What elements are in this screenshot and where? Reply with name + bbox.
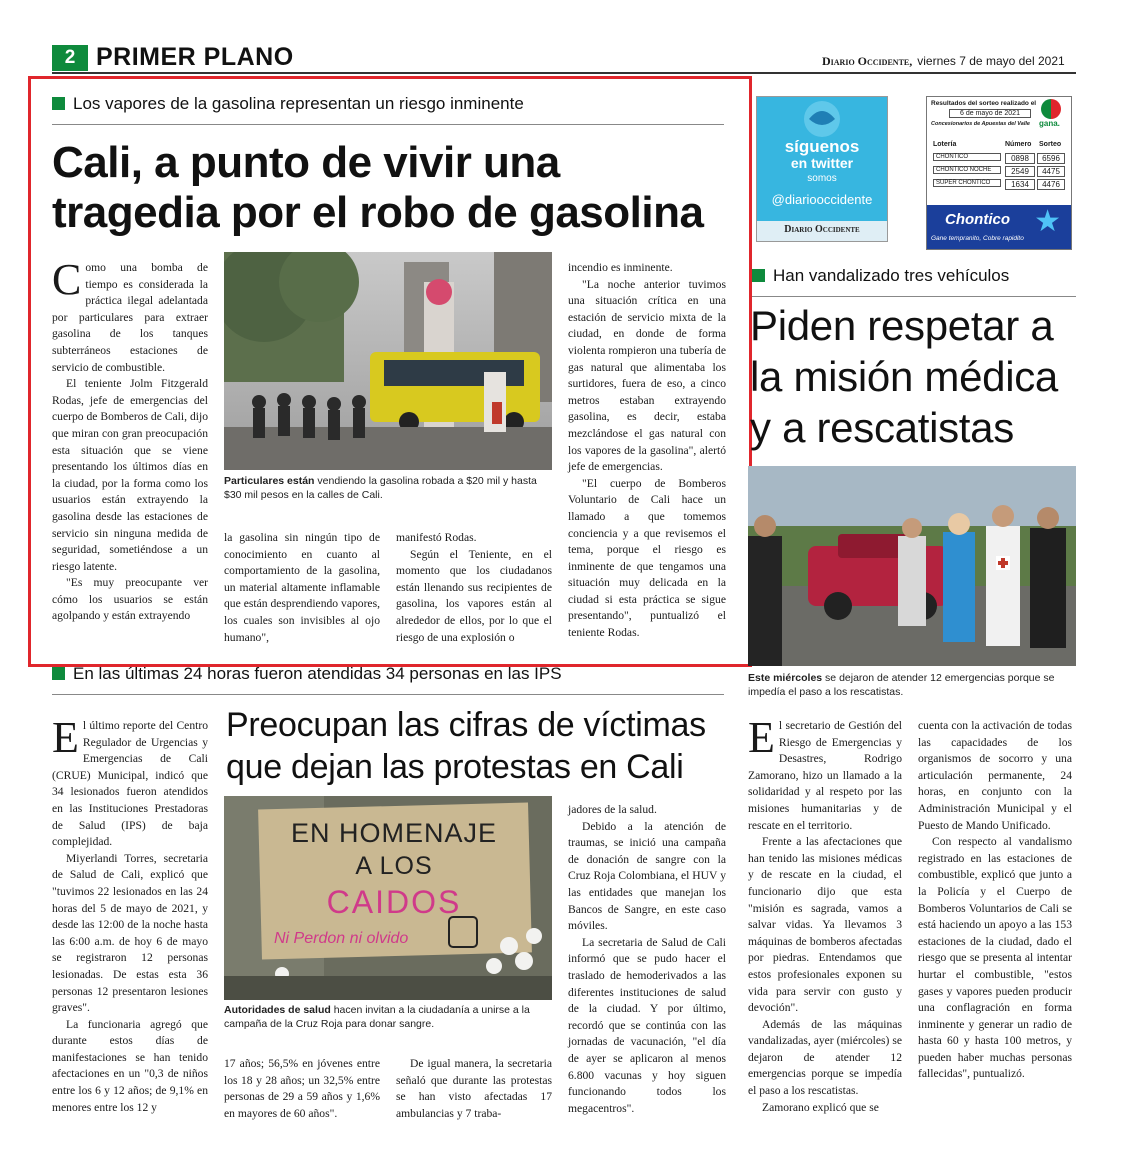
victims-headline-line2: que dejan las protestas en Cali [226, 748, 684, 786]
main-caption-text: vendiendo la gasolina robada a $20 mil y hasta $30 mil pesos en la calles de Cali. [224, 475, 537, 501]
main-col4-para: "El cuerpo de Bomberos Voluntario de Cali hace un llamado a que tomemos conciencia y a que revisemos el tema, porque el riesgo es inminente de que tengamos una situación muy delicada en la ciudad si esta práctica se sigue presentando", puntualizó el teniente Rodas. [568, 476, 726, 640]
victims-col2-para: 17 años; 56,5% en jóvenes entre los 18 y 28 años; un 32,5% entre personas de 29 a 59 años y 1,6% en mayores de 60 años". [224, 1057, 380, 1120]
main-headline-line2: tragedia por el robo de gasolina [52, 188, 704, 237]
medical-kicker [752, 266, 1009, 286]
medical-col1-para: Zamorano explicó que se [762, 1100, 879, 1114]
medical-headline-line3: y a rescatistas [750, 404, 1014, 451]
victims-caption-lead: Autoridades de salud [224, 1004, 331, 1016]
lottery-col-series: Sorteo [1039, 141, 1062, 148]
lottery-date: 6 de mayo de 2021 [949, 109, 1031, 118]
victims-col-4 [568, 802, 726, 1117]
main-col2-para: la gasolina sin ningún tipo de conocimiento en cuanto al comportamiento de la gasolina, un material altamente inflamable que están desprendiendo vapores, los cuales son invisibles al ojo humano", [224, 531, 380, 644]
memorial-sign-photo [224, 796, 552, 1000]
lottery-row-number: 1634 [1005, 179, 1035, 190]
main-col1-para: "Es muy preocupante ver cómo los usuarios se están agolpando y están extrayendo [52, 576, 208, 623]
victims-col1-para: La funcionaria agregó que durante estos días de manifestaciones se han tenido afectaciones en un "0,3 de niños entre los 6 y 12 años; de 9,1% en menores entre los 12 y [52, 1017, 208, 1114]
gana-logo [1035, 99, 1067, 129]
lottery-row-number: 2549 [1005, 166, 1035, 177]
rescuers-illustration [748, 466, 1076, 666]
lottery-header1: Resultados del sorteo realizado el [931, 100, 1037, 107]
medical-col1-para: l secretario de Gestión del Riesgo de Emergencias y Desastres, Rodrigo Zamorano, hizo un llamado a la solidaridad y al respeto por las misiones humanitarias y de rescate en el territorio. [748, 719, 902, 832]
victims-dropcap: E [52, 713, 79, 762]
sign-line2: A LOS [355, 852, 433, 880]
sign-line4: Ni Perdon ni olvido [274, 930, 409, 947]
lottery-row-name: CHONTICO [933, 153, 1001, 161]
medical-col2-para: Con respecto al vandalismo registrado en las estaciones de combustible, explicó que junto a la Policía y el Cuerpo de Bomberos Voluntarios de Cali se está haciendo un apoyo a las 153 estaciones de la ciudad, dado el riesgo que se presenta al intentar hurtar el combustible, "estos gases y vapores pueden producir una conflagración en forma inminente y generar un radio de hasta 60 y hasta 100 metros, y pueden haber muchas personas fallecidas", puntualizó. [918, 835, 1072, 1081]
lottery-box [926, 96, 1072, 250]
lottery-header2: Concesionarios de Apuestas del Valle [931, 121, 1030, 127]
page-number: 2 [64, 47, 76, 68]
lottery-row-number: 0898 [1005, 153, 1035, 164]
victims-col-3 [396, 1056, 552, 1122]
medical-headline [750, 300, 1058, 453]
twitter-line2: en twitter [790, 155, 854, 171]
rescuers-photo [748, 466, 1076, 666]
gana-logo-icon [1041, 99, 1061, 119]
gana-logo-text: gana. [1039, 119, 1060, 128]
main-caption-lead: Particulares están [224, 475, 315, 487]
medical-headline-line2: la misión médica [750, 353, 1058, 400]
victims-col4-para: Debido a la atención de traumas, se inició una campaña de donación de sangre con la Cruz Roja Colombiana, el HUV y las entidades que manejan los Bancos de Sangre, en este caso móviles. [568, 819, 726, 933]
medical-col2-para: cuenta con la activación de todas las capacidades de los organismos de socorro y una articulación permanente, 24 horas, en conjunto con la Administración Municipal y el Puesto de Mando Unificado. [918, 719, 1072, 832]
header-rule [52, 72, 1076, 74]
star-icon: ★ [1034, 205, 1061, 238]
sign-line3: CAIDOS [326, 884, 462, 920]
section-title: PRIMER PLANO [96, 43, 294, 71]
main-col3-para: manifestó Rodas. [396, 531, 477, 544]
lottery-col-lottery: Lotería [933, 141, 957, 148]
chontico-slogan: Gane tempranito, Cobre rapidito [931, 235, 1024, 242]
page-number-box [52, 45, 88, 71]
lottery-row [933, 179, 1067, 190]
lottery-col-number: Número [1005, 141, 1032, 148]
lottery-row-name: SUPER CHONTICO [933, 179, 1001, 187]
paper-name: Diario Occidente, [822, 54, 913, 68]
victims-caption-text: hacen invitan a la ciudadanía a unirse a la campaña de la Cruz Roja para donar sangre. [224, 1004, 530, 1030]
main-col4-para: incendio es inminente. [568, 261, 673, 274]
victims-col1-para: l último reporte del Centro Regulador de Urgencias y Emergencias de Cali (CRUE) Municipal, indicó que 34 lesionados fueron atendidos en las Instituciones Prestadoras de Salud (IPS) de baja complejidad. [52, 719, 208, 849]
victims-col-1 [52, 713, 208, 1116]
main-col1-para: omo una bomba de tiempo es considerada la práctica ilegal adelantada por particulares para extraer gasolina de los tanques subterráneos estaciones de servicio de combustible. [52, 261, 208, 374]
lottery-table-header [933, 141, 1067, 148]
medical-dropcap: E [748, 713, 775, 762]
victims-col-2 [224, 1056, 380, 1122]
victims-kicker [52, 664, 562, 684]
victims-kicker-rule [52, 694, 724, 695]
victims-col3-para: De igual manera, la secretaria señaló que durante las protestas se han visto afectadas 17 ambulancias y 7 traba- [396, 1057, 552, 1120]
medical-caption-lead: Este miércoles [748, 672, 823, 684]
medical-caption-text: se dejaron de atender 12 emergencias porque se impedía el paso a los rescatistas. [748, 672, 1055, 698]
main-headline-line1: Cali, a punto de vivir una [52, 138, 560, 187]
issue-date: viernes 7 de mayo del 2021 [917, 54, 1065, 68]
highlight-frame [28, 76, 752, 667]
lottery-row-name: CHONTICO NOCHE [933, 166, 1001, 174]
victims-headline [226, 704, 726, 788]
medical-col1-para: Frente a las afectaciones que han tenido las misiones médicas y de rescate en la ciudad, el funcionario dijo que esta "misión es sagrada, vamos a salvar vidas. Ya llevamos 3 máquinas de bomberos afectadas por piedras. Entendamos que estos profesionales exponen su vida para servir con gusto y devoción". [748, 835, 902, 1015]
masthead-line [822, 54, 1065, 69]
lottery-row-series: 4476 [1037, 179, 1065, 190]
chontico-brand: Chontico [945, 211, 1010, 228]
twitter-ad [756, 96, 888, 242]
victims-col4-para: jadores de la salud. [568, 803, 657, 816]
medical-kicker-text: Han vandalizado tres vehículos [773, 266, 1010, 285]
victims-kicker-text: En las últimas 24 horas fueron atendidas 34 personas en las IPS [73, 664, 562, 683]
victims-col4-para: La secretaria de Salud de Cali informó que se pudo hacer el traslado de hemoderivados a las diferentes instituciones de salud de la ciudad. Y por último, recordó que se continúa con las jornadas de vacunación, "el día de ayer se aplicaron al menos 6.800 vacunas y hoy siguen funcionando todos los megacentros". [568, 935, 726, 1115]
main-col4-para: "La noche anterior tuvimos una situación crítica en una estación de servicio mixta de la ciudad, en donde de forma violenta rompieron una tubería de gas natural que alimentaba los surtidores, fuera de eso, a cinco metros estaban extrayendo gasolina, es decir, estaba mezclándose el gas natural con los vapores de la gasolina", alertó jefe de emergencias. [568, 277, 726, 474]
lottery-row-series: 4475 [1037, 166, 1065, 177]
medical-kicker-rule [752, 296, 1076, 297]
lottery-row [933, 166, 1067, 177]
victims-photo-caption [224, 1003, 554, 1031]
lottery-row [933, 153, 1067, 164]
twitter-handle: @diariooccidente [771, 192, 873, 207]
victims-headline-line1: Preocupan las cifras de víctimas [226, 706, 706, 744]
medical-headline-line1: Piden respetar a [750, 302, 1054, 349]
lottery-row-series: 6596 [1037, 153, 1065, 164]
twitter-line1: síguenos [784, 137, 860, 156]
twitter-brand: Diario Occidente [784, 224, 860, 235]
medical-col1-para: Además de las máquinas vandalizadas, ayer (miércoles) se dejaron de atender 12 emergencias porque se impedía el paso a los rescatistas. [748, 1017, 902, 1098]
medical-photo-caption [748, 671, 1076, 699]
main-col3-para: Según el Teniente, en el momento que los ciudadanos están llenando sus recipientes de gasolina, los vapores están al alrededor de ellos, por lo que el riesgo de una explosión o [396, 547, 552, 644]
medical-col-2 [918, 718, 1072, 1083]
main-col1-para: El teniente Jolm Fitzgerald Rodas, jefe de emergencias del cuerpo de Bomberos de Cali, dijo que miran con gran preocupación esta situación que se viene presentando los últimos días en la ciudad, por la forma como los usuarios están extrayendo la gasolina desde las estaciones de servicio sin ninguna medida de seguridad, sometiéndose a un riesgo latente. [52, 377, 208, 573]
victims-col1-para: Miyerlandi Torres, secretaria de Salud de Cali, explicó que "tuvimos 22 lesionados en las 24 horas del 5 de mayo de 2021, y desde las 12:00 de la noche hasta las 6:00 a.m. de hoy 6 de mayo se registraron 12 personas lesionadas. De estas esta 36 personas 12 presentaron lesiones graves". [52, 851, 208, 1015]
twitter-line3: somos [807, 173, 837, 184]
main-dropcap: C [52, 255, 82, 304]
main-kicker-text: Los vapores de la gasolina representan un riesgo inminente [73, 94, 524, 113]
medical-col-1 [748, 713, 902, 1116]
chontico-banner [927, 205, 1071, 249]
sign-line1: EN HOMENAJE [290, 818, 498, 848]
raised-fist-icon [448, 916, 478, 948]
